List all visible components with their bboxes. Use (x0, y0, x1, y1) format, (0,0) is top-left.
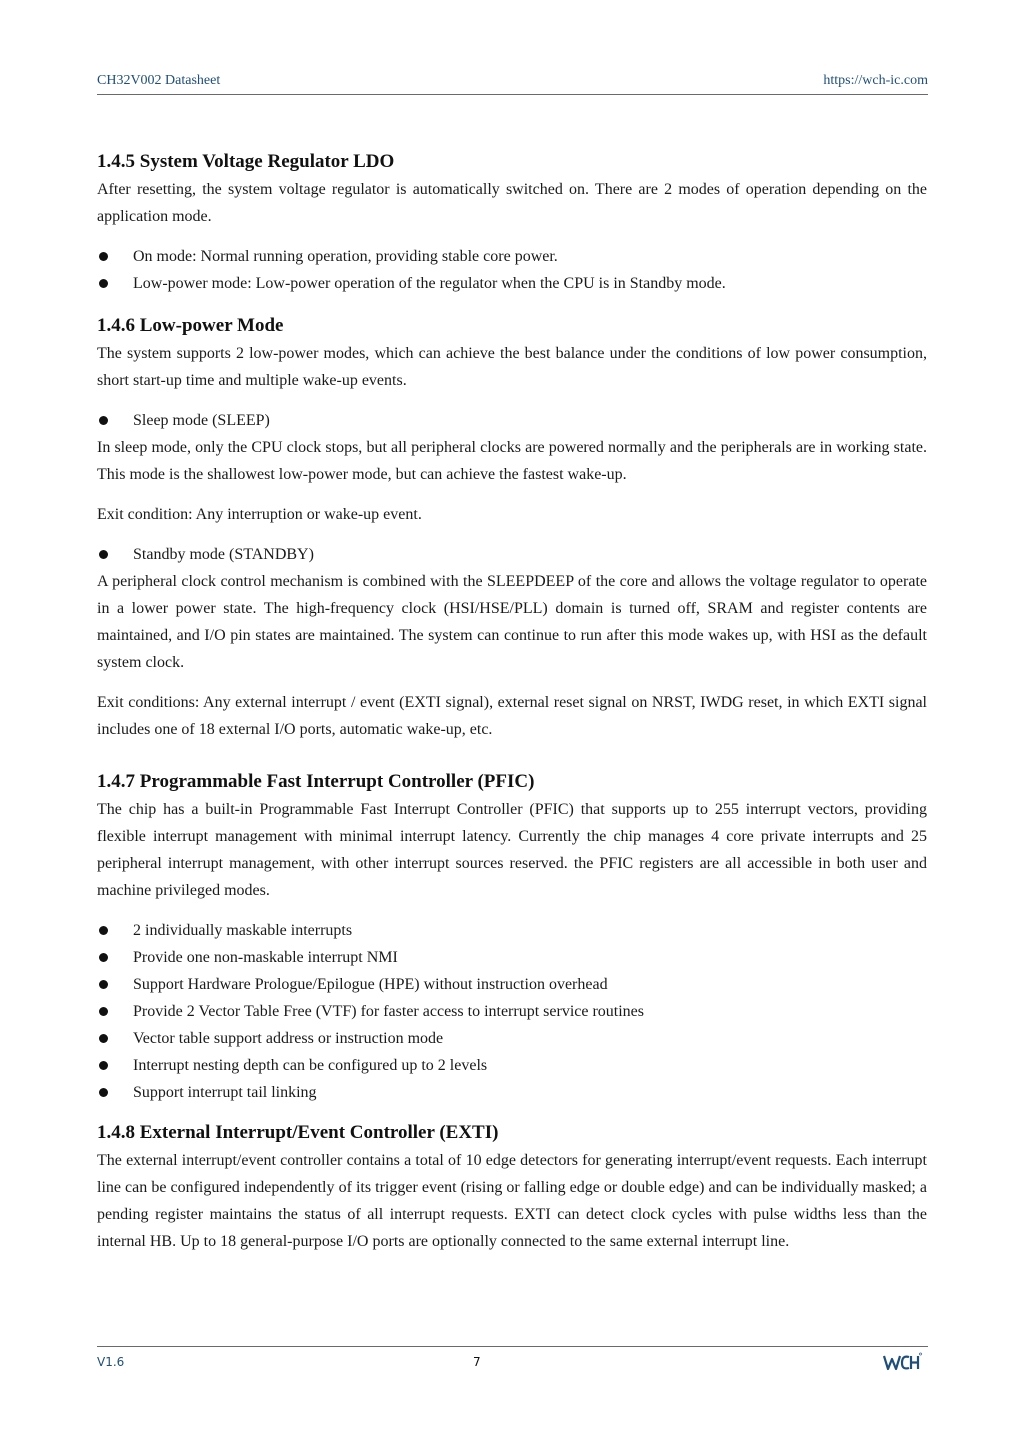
section-voltage-regulator (97, 150, 927, 297)
section-paragraph: The system supports 2 low-power modes, which can achieve the best balance under the conditions of low power consumption, short start-up time and multiple wake-up events. (97, 345, 927, 389)
bullet-list (97, 407, 927, 434)
list-item: Support interrupt tail linking (97, 1079, 927, 1106)
bullet-list (97, 917, 927, 1106)
list-item: Low-power mode: Low-power operation of the regulator when the CPU is in Standby mode. (97, 270, 927, 297)
page-footer (97, 1346, 928, 1377)
section-paragraph: After resetting, the system voltage regulator is automatically switched on. There are 2 modes of operation depending on the application mode. (97, 181, 927, 225)
section-heading: 1.4.8 External Interrupt/Event Controller (EXTI) (97, 1122, 499, 1143)
section-heading: 1.4.7 Programmable Fast Interrupt Controller (PFIC) (97, 771, 535, 792)
page-header (97, 72, 928, 95)
page-number: 7 (473, 1355, 481, 1369)
list-item: Provide 2 Vector Table Free (VTF) for faster access to interrupt service routines (97, 998, 927, 1025)
sleep-mode-description: In sleep mode, only the CPU clock stops, but all peripheral clocks are powered normally and the peripherals are in working state. This mode is the shallowest low-power mode, but can achieve the fastest wake-up. (97, 439, 927, 483)
list-item: Interrupt nesting depth can be configured up to 2 levels (97, 1052, 927, 1079)
list-item: 2 individually maskable interrupts (97, 917, 927, 944)
list-item: Vector table support address or instruction mode (97, 1025, 927, 1052)
list-item: On mode: Normal running operation, providing stable core power. (97, 243, 927, 270)
page-content (97, 150, 927, 1255)
wch-logo-icon (882, 1351, 922, 1373)
document-title: CH32V002 Datasheet (97, 73, 221, 88)
sleep-exit-condition: Exit condition: Any interruption or wake-up event. (97, 506, 422, 523)
section-exti (97, 1121, 927, 1255)
version-label: V1.6 (97, 1355, 125, 1369)
bullet-list (97, 541, 927, 568)
section-paragraph: The chip has a built-in Programmable Fast Interrupt Controller (PFIC) that supports up to 255 interrupt vectors, providing flexible interrupt management with minimal interrupt latency. Currently the chip manages 4 core private interrupts and 25 peripheral interrupt management, with other interrupt sources reserved. the PFIC registers are all accessible in both user and machine privileged modes. (97, 801, 927, 899)
bullet-list (97, 243, 927, 297)
standby-mode-description: A peripheral clock control mechanism is combined with the SLEEPDEEP of the core and allows the voltage regulator to operate in a lower power state. The high-frequency clock (HSI/HSE/PLL) domain is turned off, SRAM and register contents are maintained, and I/O pin states are maintained. The system can continue to run after this mode wakes up, with HSI as the default system clock. (97, 573, 927, 671)
section-pfic (97, 770, 927, 1106)
section-paragraph: The external interrupt/event controller contains a total of 10 edge detectors for generating interrupt/event requests. Each interrupt line can be configured independently of its trigger event (rising or falling edge or double edge) and can be individually masked; a pending register maintains the status of all interrupt requests. EXTI can detect clock cycles with pulse widths less than the internal HB. Up to 18 general-purpose I/O ports are optionally connected to the same external interrupt line. (97, 1152, 927, 1250)
section-low-power-mode (97, 314, 927, 743)
section-heading: 1.4.5 System Voltage Regulator LDO (97, 151, 395, 172)
list-item: Standby mode (STANDBY) (97, 541, 927, 568)
list-item: Support Hardware Prologue/Epilogue (HPE) without instruction overhead (97, 971, 927, 998)
standby-exit-condition: Exit conditions: Any external interrupt / event (EXTI signal), external reset signal on NRST, IWDG reset, in which EXTI signal includes one of 18 external I/O ports, automatic wake-up, etc. (97, 694, 927, 738)
website-link[interactable]: https://wch-ic.com (823, 73, 928, 88)
list-item: Sleep mode (SLEEP) (97, 407, 927, 434)
list-item: Provide one non-maskable interrupt NMI (97, 944, 927, 971)
section-heading: 1.4.6 Low-power Mode (97, 315, 284, 336)
